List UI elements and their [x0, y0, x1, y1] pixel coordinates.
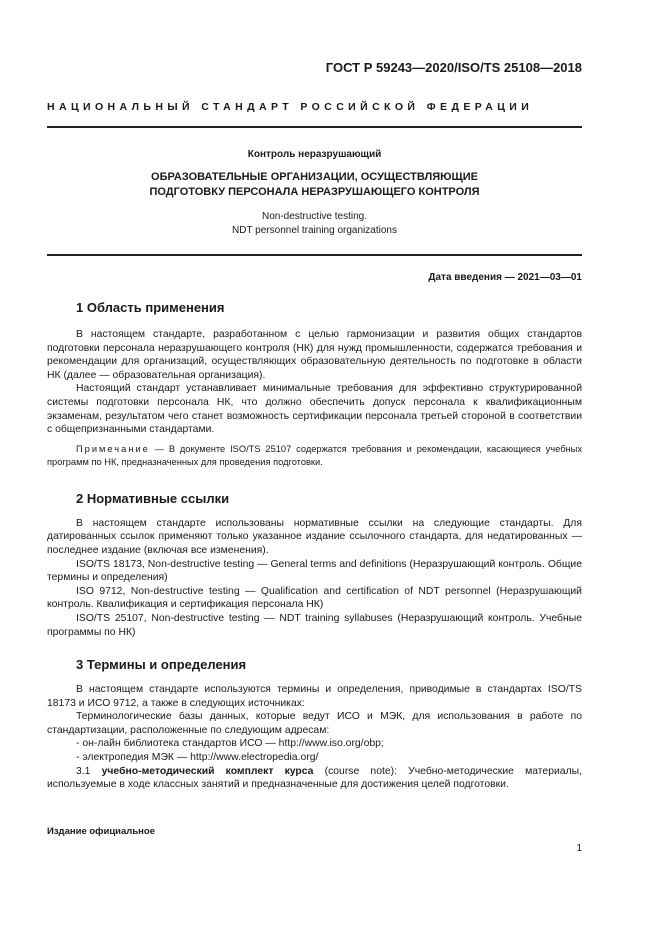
reference-iso-ts-18173: ISO/TS 18173, Non-destructive testing — General terms and definitions (Неразрушающий контроль. Общие термины и определения): [47, 558, 582, 584]
scope-paragraph-2: Настоящий стандарт устанавливает минимальные требования для эффективно структурированной системы подготовки персонала НК, что должно обеспечить допуск персонала к квалификационным экзаменам, результатом чего станет возможность сертификации персонала третьей стороной в соответствии с общепризнанными стандартами.: [47, 383, 582, 436]
term-3-1: [47, 765, 582, 792]
document-code: ГОСТ Р 59243—2020/ISO/TS 25108—2018: [325, 60, 582, 75]
main-title-line-2: ПОДГОТОВКУ ПЕРСОНАЛА НЕРАЗРУШАЮЩЕГО КОНТРОЛЯ: [149, 186, 480, 198]
bottom-rule: [47, 254, 582, 256]
english-title-line-1: Non-destructive testing.: [261, 211, 368, 222]
terms-paragraph-1: В настоящем стандарте используются термины и определения, приводимые в стандартах ISO/TS 18173 и ИСО 9712, а также в следующих источниках:: [47, 684, 582, 709]
term-definition: (course note): Учебно-методические материалы, используемые в ходе классных занятий и предназначенные для достижения целей подготовки.: [47, 765, 582, 791]
top-rule: [47, 126, 582, 128]
term-name: учебно-методический комплект курса: [101, 765, 314, 777]
terms-paragraph-2: Терминологические базы данных, которые ведут ИСО и МЭК, для использования в работе по стандартизации, расположенные по следующим адресам:: [47, 711, 582, 736]
term-number: 3.1: [76, 765, 102, 777]
reference-iso-ts-25107: ISO/TS 25107, Non-destructive testing — NDT training syllabuses (Неразрушающий контроль. Учебные программы по НК): [47, 612, 582, 638]
section-2-heading: 2 Нормативные ссылки: [76, 490, 230, 506]
official-edition-label: Издание официальное: [47, 826, 155, 837]
scope-paragraph-1: В настоящем стандарте, разработанном с целью гармонизации и развития общих стандартов подготовки персонала неразрушающего контроля (НК) для нужд промышленности, содержатся требования и рекомендации для организаций, осуществляющих образовательную деятельность по подготовке в области НК (далее — образовательная организация).: [47, 329, 582, 381]
english-title: [47, 210, 582, 238]
terms-source-iec: - электропедия МЭК — http://www.electropedia.org/: [76, 752, 319, 764]
note-text: — В документе ISO/TS 25107 содержатся требования и рекомендации, касающиеся учебных программ по НК, предназначенных для проведения подготовки.: [47, 443, 582, 467]
terms-source-iso: - он-лайн библиотека стандартов ИСО — http://www.iso.org/obp;: [76, 738, 384, 750]
section-scope: [47, 300, 582, 469]
document-body: [47, 300, 582, 792]
references-paragraph-1: В настоящем стандарте использованы нормативные ссылки на следующие стандарты. Для датированных ссылок применяют только указанное издание ссылочного стандарта, для недатированных — последнее издание (включая все изменения).: [47, 517, 582, 556]
section-normative-references: [47, 491, 582, 639]
page-number: 1: [576, 843, 582, 854]
note-label: Примечание: [76, 443, 150, 454]
section-terms-definitions: [47, 657, 582, 792]
introduction-date: Дата введения — 2021—03—01: [428, 272, 582, 283]
english-title-line-2: NDT personnel training organizations: [232, 225, 397, 236]
national-standard-banner: НАЦИОНАЛЬНЫЙ СТАНДАРТ РОССИЙСКОЙ ФЕДЕРАЦИИ: [47, 101, 534, 113]
scope-note: [47, 443, 582, 469]
section-1-heading: 1 Область применения: [76, 300, 225, 315]
reference-iso-9712: ISO 9712, Non-destructive testing — Qualification and certification of NDT personnel (Неразрушающий контроль. Квалификация и сертификация персонала НК): [47, 585, 582, 611]
group-title: Контроль неразрушающий: [247, 149, 382, 160]
main-title: [47, 170, 582, 200]
main-title-line-1: ОБРАЗОВАТЕЛЬНЫЕ ОРГАНИЗАЦИИ, ОСУЩЕСТВЛЯЮЩИЕ: [151, 171, 478, 183]
section-3-heading: 3 Термины и определения: [76, 657, 247, 673]
